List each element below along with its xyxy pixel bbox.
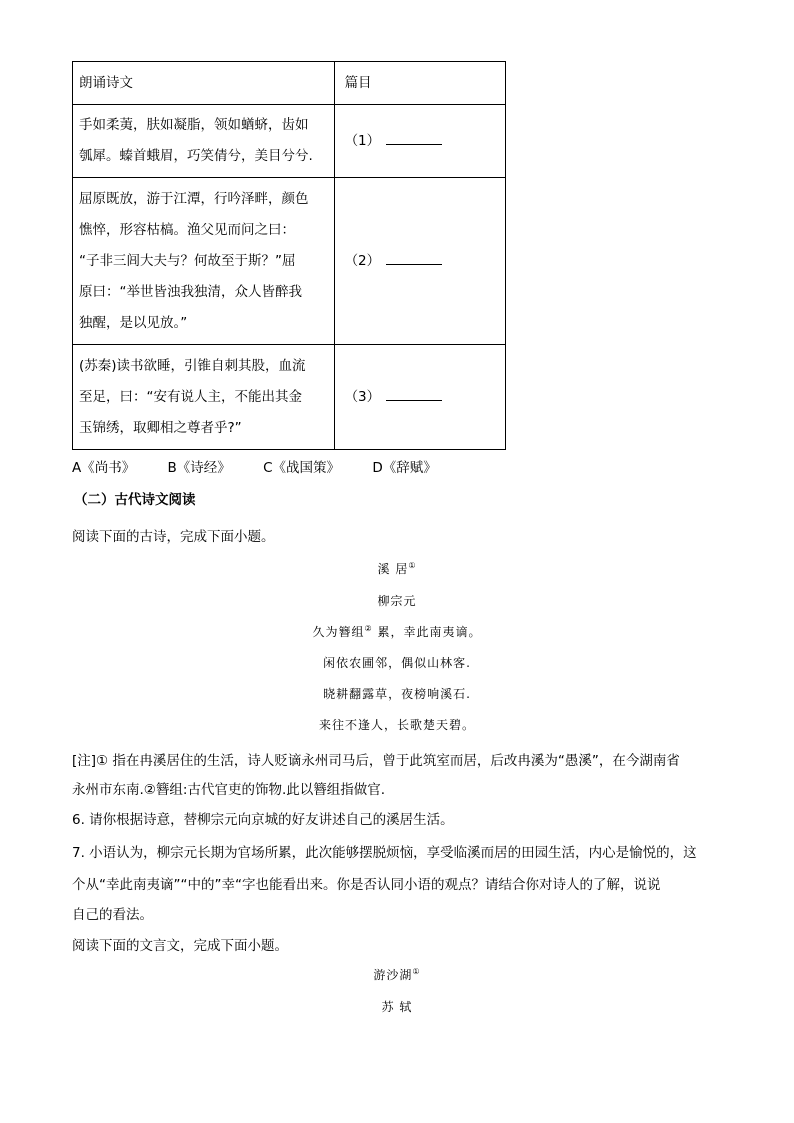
answer-blank[interactable] xyxy=(386,130,442,145)
question-7-line: 自己的看法。 xyxy=(72,907,153,923)
poem-line: 闲依农圃邻，偶似山林客. xyxy=(323,656,471,670)
reading-instruction: 阅读下面的文言文，完成下面小题。 xyxy=(72,938,288,954)
option-a[interactable]: A《尚书》 xyxy=(72,460,136,476)
answer-number: （2） xyxy=(344,252,381,269)
text-line: 至足，曰：“安有说人主，不能出其金 xyxy=(79,388,302,405)
table-row xyxy=(73,345,506,450)
section-title: （二）古代诗文阅读 xyxy=(74,492,196,508)
footnote-marker: ② xyxy=(364,624,373,633)
poem-title xyxy=(260,560,534,577)
answer-cell xyxy=(334,178,505,345)
answer-blank[interactable] xyxy=(386,386,442,401)
annotation-line: 永州市东南.②簪组:古代官吏的饰物.此以簪组指做官. xyxy=(72,782,386,798)
text-line: 玉锦绣，取卿相之尊者乎?” xyxy=(79,419,242,436)
poem-title-text: 溪 居 xyxy=(377,562,409,576)
answer-cell xyxy=(334,105,505,178)
question-7-line: 个从“幸此南夷谪”“中的”幸“字也能看出来。你是否认同小语的观点？请结合你对诗人的了解，说说 xyxy=(72,877,661,893)
header-title: 篇目 xyxy=(334,62,505,105)
essay-title xyxy=(260,966,534,983)
answer-number: （3） xyxy=(344,388,381,405)
poem-line: 来往不逢人，长歌楚天碧。 xyxy=(318,718,475,732)
poem-line xyxy=(260,623,534,640)
table-header-row xyxy=(73,62,506,105)
answer-number: （1） xyxy=(344,132,381,149)
question-7-line: 7. 小语认为，柳宗元长期为官场所累，此次能够摆脱烦恼，享受临溪而居的田园生活，内心是愉悦的，这 xyxy=(72,845,697,861)
answer-options xyxy=(72,456,465,476)
annotation-line: [注]① 指在冉溪居住的生活，诗人贬谪永州司马后，曾于此筑室而居，后改冉溪为“愚溪”，在今湖南省 xyxy=(72,753,680,769)
footnote-marker: ① xyxy=(408,561,417,570)
poem-line: 晓耕翻露草，夜榜响溪石. xyxy=(323,687,471,701)
table-row xyxy=(73,178,506,345)
text-line: 原曰：“举世皆浊我独清，众人皆醉我 xyxy=(79,283,302,300)
recitation-text-cell xyxy=(73,105,335,178)
essay-title-text: 游沙湖 xyxy=(373,968,413,982)
question-6: 6. 请你根据诗意，替柳宗元向京城的好友讲述自己的溪居生活。 xyxy=(72,812,454,828)
table-row xyxy=(73,105,506,178)
poem-line-text: 累，幸此南夷谪。 xyxy=(372,625,482,639)
footnote-marker: ① xyxy=(412,967,421,976)
option-d[interactable]: D《辞赋》 xyxy=(372,460,437,476)
text-line: 手如柔荑，肤如凝脂，领如蝤蛴，齿如 xyxy=(79,117,309,133)
text-line: 瓠犀。螓首蛾眉，巧笑倩兮，美目兮兮. xyxy=(79,148,313,164)
poem-author: 柳宗元 xyxy=(377,594,417,608)
text-line: 独醒，是以见放。” xyxy=(79,314,188,331)
text-line: 屈原既放，游于江潭，行吟泽畔，颜色 xyxy=(79,190,309,207)
recitation-table xyxy=(72,61,506,450)
option-c[interactable]: C《战国策》 xyxy=(263,460,341,476)
text-line: “子非三闾大夫与？何故至于斯？”屈 xyxy=(79,252,296,269)
recitation-text-cell xyxy=(73,345,335,450)
answer-cell xyxy=(334,345,505,450)
answer-blank[interactable] xyxy=(386,250,442,265)
text-line: 憔悴，形容枯槁。渔父见而问之曰： xyxy=(79,221,295,238)
header-recitation-text: 朗诵诗文 xyxy=(73,62,335,105)
poem-line-text: 久为簪组 xyxy=(312,625,365,639)
reading-instruction: 阅读下面的古诗，完成下面小题。 xyxy=(72,529,275,545)
essay-author: 苏 轼 xyxy=(381,1000,413,1014)
text-line: (苏秦)读书欲睡，引锥自刺其股，血流 xyxy=(79,357,306,374)
recitation-text-cell xyxy=(73,178,335,345)
option-b[interactable]: B《诗经》 xyxy=(167,460,231,476)
